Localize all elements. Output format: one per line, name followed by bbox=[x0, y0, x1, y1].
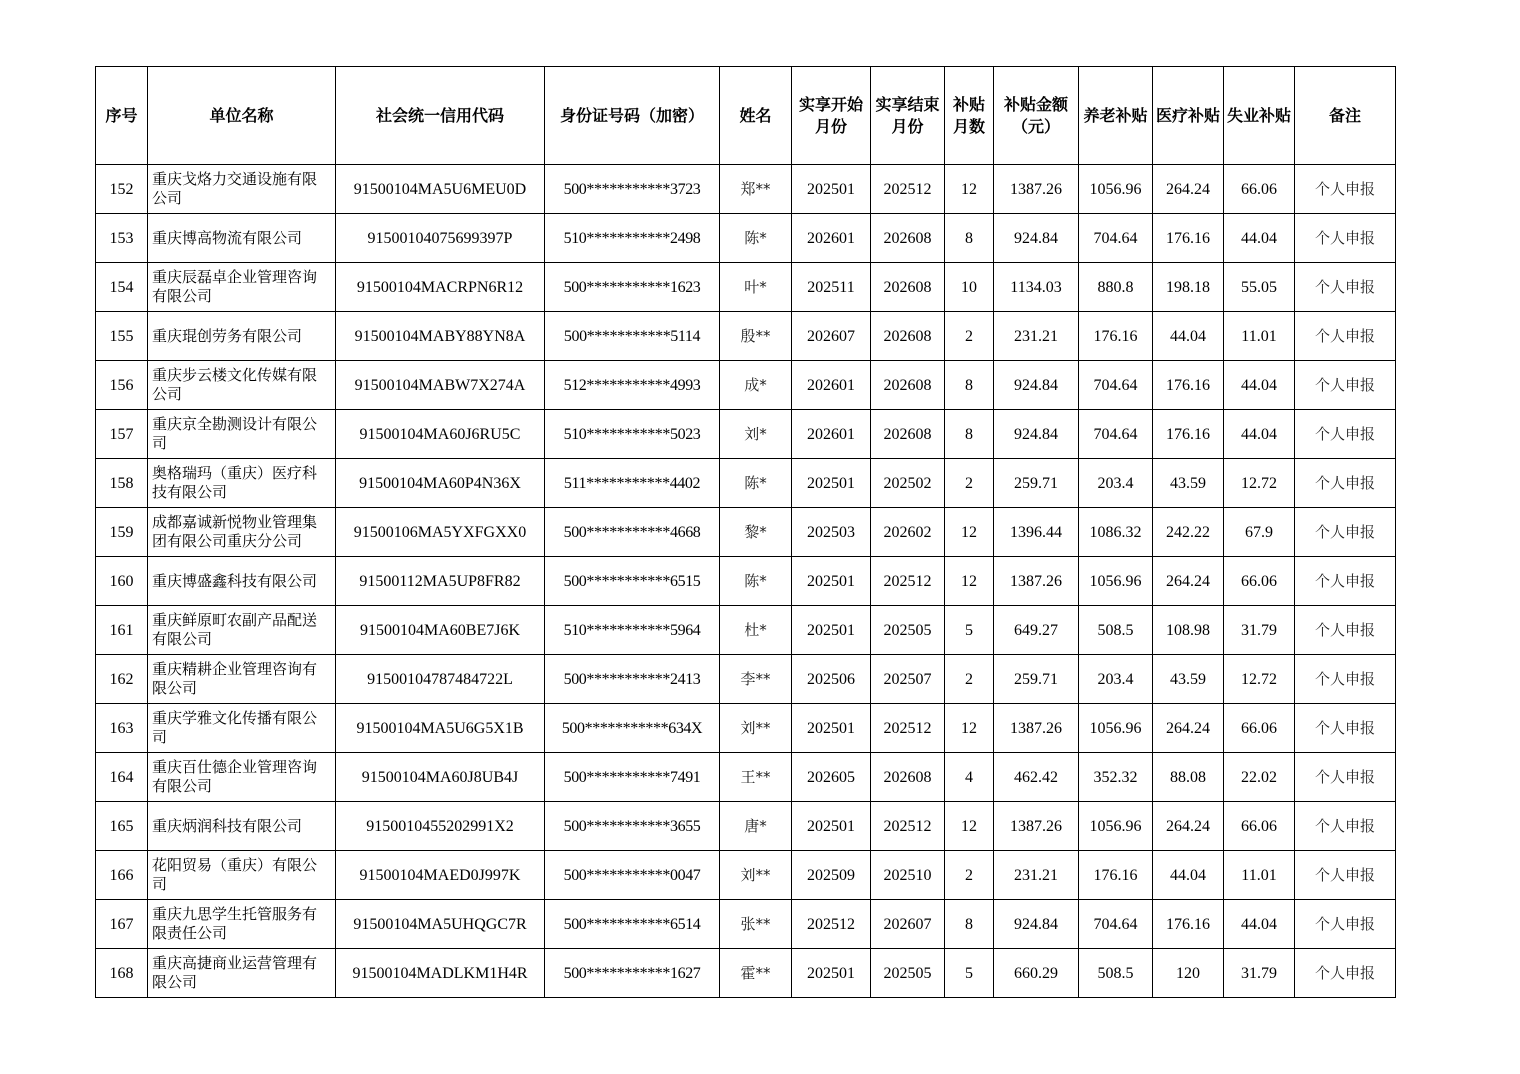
cell-person-name: 刘** bbox=[720, 704, 792, 753]
table-row bbox=[96, 704, 1396, 753]
cell-serial-no: 153 bbox=[96, 214, 148, 263]
cell-credit-code: 91500104MADLKM1H4R bbox=[336, 949, 545, 998]
cell-serial-no: 166 bbox=[96, 851, 148, 900]
cell-person-name: 黎* bbox=[720, 508, 792, 557]
table-row bbox=[96, 165, 1396, 214]
cell-start-month: 202511 bbox=[792, 263, 871, 312]
cell-start-month: 202501 bbox=[792, 949, 871, 998]
cell-unemployment-subsidy: 55.05 bbox=[1224, 263, 1295, 312]
cell-serial-no: 165 bbox=[96, 802, 148, 851]
header-subsidy-amount: 补贴金额（元） bbox=[994, 67, 1079, 165]
cell-id-number: 510***********5023 bbox=[545, 410, 720, 459]
unit-name-text: 奥格瑞玛（重庆）医疗科技有限公司 bbox=[152, 464, 318, 501]
cell-medical-subsidy: 176.16 bbox=[1153, 410, 1224, 459]
cell-pension-subsidy: 508.5 bbox=[1079, 606, 1153, 655]
cell-credit-code: 91500104MA60BE7J6K bbox=[336, 606, 545, 655]
cell-end-month: 202608 bbox=[871, 263, 945, 312]
cell-credit-code: 91500104MABY88YN8A bbox=[336, 312, 545, 361]
cell-end-month: 202608 bbox=[871, 312, 945, 361]
cell-serial-no: 163 bbox=[96, 704, 148, 753]
cell-id-number: 500***********0047 bbox=[545, 851, 720, 900]
cell-subsidy-amount: 924.84 bbox=[994, 410, 1079, 459]
unit-name-text: 重庆步云楼文化传媒有限公司 bbox=[152, 366, 318, 403]
cell-unemployment-subsidy: 44.04 bbox=[1224, 410, 1295, 459]
cell-unemployment-subsidy: 12.72 bbox=[1224, 459, 1295, 508]
cell-medical-subsidy: 264.24 bbox=[1153, 165, 1224, 214]
cell-unemployment-subsidy: 31.79 bbox=[1224, 949, 1295, 998]
cell-pension-subsidy: 176.16 bbox=[1079, 312, 1153, 361]
cell-id-number: 511***********4402 bbox=[545, 459, 720, 508]
cell-serial-no: 159 bbox=[96, 508, 148, 557]
cell-end-month: 202608 bbox=[871, 410, 945, 459]
cell-end-month: 202512 bbox=[871, 802, 945, 851]
cell-pension-subsidy: 203.4 bbox=[1079, 459, 1153, 508]
cell-serial-no: 160 bbox=[96, 557, 148, 606]
cell-id-number: 500***********6515 bbox=[545, 557, 720, 606]
cell-credit-code: 91500104MA60J6RU5C bbox=[336, 410, 545, 459]
cell-unit-name bbox=[148, 557, 336, 606]
cell-subsidy-amount: 660.29 bbox=[994, 949, 1079, 998]
cell-pension-subsidy: 1056.96 bbox=[1079, 704, 1153, 753]
cell-subsidy-months: 2 bbox=[945, 459, 994, 508]
cell-start-month: 202503 bbox=[792, 508, 871, 557]
cell-remarks: 个人申报 bbox=[1295, 655, 1396, 704]
cell-unemployment-subsidy: 44.04 bbox=[1224, 900, 1295, 949]
cell-remarks: 个人申报 bbox=[1295, 704, 1396, 753]
cell-start-month: 202601 bbox=[792, 410, 871, 459]
cell-start-month: 202501 bbox=[792, 459, 871, 508]
cell-person-name: 唐* bbox=[720, 802, 792, 851]
cell-start-month: 202605 bbox=[792, 753, 871, 802]
cell-medical-subsidy: 264.24 bbox=[1153, 557, 1224, 606]
cell-subsidy-amount: 1387.26 bbox=[994, 802, 1079, 851]
cell-pension-subsidy: 352.32 bbox=[1079, 753, 1153, 802]
table-row bbox=[96, 410, 1396, 459]
cell-unemployment-subsidy: 31.79 bbox=[1224, 606, 1295, 655]
cell-pension-subsidy: 704.64 bbox=[1079, 214, 1153, 263]
header-id-number: 身份证号码（加密） bbox=[545, 67, 720, 165]
cell-subsidy-amount: 1387.26 bbox=[994, 165, 1079, 214]
cell-serial-no: 158 bbox=[96, 459, 148, 508]
cell-person-name: 张** bbox=[720, 900, 792, 949]
cell-unit-name bbox=[148, 851, 336, 900]
cell-subsidy-amount: 924.84 bbox=[994, 214, 1079, 263]
cell-start-month: 202501 bbox=[792, 704, 871, 753]
cell-subsidy-amount: 1396.44 bbox=[994, 508, 1079, 557]
cell-unemployment-subsidy: 12.72 bbox=[1224, 655, 1295, 704]
unit-name-text: 重庆辰磊卓企业管理咨询有限公司 bbox=[152, 268, 318, 305]
cell-pension-subsidy: 1056.96 bbox=[1079, 557, 1153, 606]
table-row bbox=[96, 851, 1396, 900]
cell-serial-no: 157 bbox=[96, 410, 148, 459]
cell-unemployment-subsidy: 66.06 bbox=[1224, 802, 1295, 851]
cell-unemployment-subsidy: 67.9 bbox=[1224, 508, 1295, 557]
cell-unemployment-subsidy: 11.01 bbox=[1224, 312, 1295, 361]
cell-medical-subsidy: 264.24 bbox=[1153, 802, 1224, 851]
cell-pension-subsidy: 176.16 bbox=[1079, 851, 1153, 900]
cell-remarks: 个人申报 bbox=[1295, 459, 1396, 508]
unit-name-text: 重庆戈烙力交通设施有限公司 bbox=[152, 170, 318, 207]
cell-end-month: 202502 bbox=[871, 459, 945, 508]
cell-remarks: 个人申报 bbox=[1295, 361, 1396, 410]
table-row bbox=[96, 312, 1396, 361]
cell-unit-name bbox=[148, 165, 336, 214]
cell-pension-subsidy: 1086.32 bbox=[1079, 508, 1153, 557]
cell-id-number: 510***********2498 bbox=[545, 214, 720, 263]
table-row bbox=[96, 459, 1396, 508]
cell-subsidy-months: 12 bbox=[945, 557, 994, 606]
cell-subsidy-amount: 1387.26 bbox=[994, 557, 1079, 606]
cell-medical-subsidy: 242.22 bbox=[1153, 508, 1224, 557]
cell-person-name: 成* bbox=[720, 361, 792, 410]
cell-serial-no: 154 bbox=[96, 263, 148, 312]
cell-end-month: 202505 bbox=[871, 606, 945, 655]
cell-start-month: 202506 bbox=[792, 655, 871, 704]
cell-id-number: 500***********6514 bbox=[545, 900, 720, 949]
cell-id-number: 500***********3655 bbox=[545, 802, 720, 851]
table-row bbox=[96, 214, 1396, 263]
cell-remarks: 个人申报 bbox=[1295, 557, 1396, 606]
header-subsidy-months: 补贴月数 bbox=[945, 67, 994, 165]
cell-medical-subsidy: 44.04 bbox=[1153, 312, 1224, 361]
cell-unit-name bbox=[148, 704, 336, 753]
unit-name-text: 花阳贸易（重庆）有限公司 bbox=[152, 856, 318, 893]
cell-unit-name bbox=[148, 361, 336, 410]
table-row bbox=[96, 508, 1396, 557]
table-body bbox=[96, 165, 1396, 998]
cell-medical-subsidy: 43.59 bbox=[1153, 655, 1224, 704]
cell-subsidy-months: 5 bbox=[945, 606, 994, 655]
cell-pension-subsidy: 1056.96 bbox=[1079, 802, 1153, 851]
cell-unit-name bbox=[148, 802, 336, 851]
table-row bbox=[96, 802, 1396, 851]
cell-start-month: 202501 bbox=[792, 557, 871, 606]
cell-subsidy-amount: 1387.26 bbox=[994, 704, 1079, 753]
cell-unemployment-subsidy: 66.06 bbox=[1224, 704, 1295, 753]
cell-remarks: 个人申报 bbox=[1295, 263, 1396, 312]
cell-end-month: 202602 bbox=[871, 508, 945, 557]
cell-subsidy-amount: 231.21 bbox=[994, 312, 1079, 361]
cell-pension-subsidy: 880.8 bbox=[1079, 263, 1153, 312]
cell-unemployment-subsidy: 22.02 bbox=[1224, 753, 1295, 802]
cell-remarks: 个人申报 bbox=[1295, 508, 1396, 557]
cell-unit-name bbox=[148, 655, 336, 704]
cell-subsidy-amount: 259.71 bbox=[994, 655, 1079, 704]
cell-person-name: 郑** bbox=[720, 165, 792, 214]
cell-subsidy-months: 8 bbox=[945, 900, 994, 949]
cell-serial-no: 152 bbox=[96, 165, 148, 214]
cell-person-name: 叶* bbox=[720, 263, 792, 312]
cell-person-name: 杜* bbox=[720, 606, 792, 655]
cell-id-number: 500***********1627 bbox=[545, 949, 720, 998]
cell-subsidy-months: 12 bbox=[945, 802, 994, 851]
cell-credit-code: 91500104MA5U6MEU0D bbox=[336, 165, 545, 214]
cell-person-name: 殷** bbox=[720, 312, 792, 361]
cell-start-month: 202501 bbox=[792, 165, 871, 214]
cell-person-name: 刘* bbox=[720, 410, 792, 459]
cell-credit-code: 9150010455202991X2 bbox=[336, 802, 545, 851]
header-row bbox=[96, 67, 1396, 165]
cell-credit-code: 91500104075699397P bbox=[336, 214, 545, 263]
cell-medical-subsidy: 176.16 bbox=[1153, 900, 1224, 949]
cell-remarks: 个人申报 bbox=[1295, 851, 1396, 900]
cell-person-name: 陈* bbox=[720, 459, 792, 508]
cell-medical-subsidy: 108.98 bbox=[1153, 606, 1224, 655]
cell-subsidy-months: 8 bbox=[945, 214, 994, 263]
cell-remarks: 个人申报 bbox=[1295, 753, 1396, 802]
cell-credit-code: 91500104MA60P4N36X bbox=[336, 459, 545, 508]
cell-subsidy-amount: 1134.03 bbox=[994, 263, 1079, 312]
cell-id-number: 500***********1623 bbox=[545, 263, 720, 312]
subsidy-table bbox=[95, 66, 1396, 998]
cell-start-month: 202501 bbox=[792, 606, 871, 655]
cell-subsidy-amount: 649.27 bbox=[994, 606, 1079, 655]
cell-end-month: 202512 bbox=[871, 704, 945, 753]
cell-credit-code: 91500104MACRPN6R12 bbox=[336, 263, 545, 312]
cell-medical-subsidy: 44.04 bbox=[1153, 851, 1224, 900]
header-person-name: 姓名 bbox=[720, 67, 792, 165]
cell-unit-name bbox=[148, 753, 336, 802]
cell-unemployment-subsidy: 11.01 bbox=[1224, 851, 1295, 900]
cell-unemployment-subsidy: 44.04 bbox=[1224, 214, 1295, 263]
cell-subsidy-months: 4 bbox=[945, 753, 994, 802]
table-row bbox=[96, 949, 1396, 998]
cell-medical-subsidy: 176.16 bbox=[1153, 214, 1224, 263]
cell-subsidy-months: 8 bbox=[945, 410, 994, 459]
cell-serial-no: 155 bbox=[96, 312, 148, 361]
header-medical-subsidy: 医疗补贴 bbox=[1153, 67, 1224, 165]
cell-end-month: 202510 bbox=[871, 851, 945, 900]
cell-remarks: 个人申报 bbox=[1295, 214, 1396, 263]
cell-id-number: 500***********634X bbox=[545, 704, 720, 753]
cell-pension-subsidy: 704.64 bbox=[1079, 900, 1153, 949]
cell-person-name: 刘** bbox=[720, 851, 792, 900]
cell-credit-code: 91500104MA60J8UB4J bbox=[336, 753, 545, 802]
cell-start-month: 202512 bbox=[792, 900, 871, 949]
cell-unit-name bbox=[148, 312, 336, 361]
table-row bbox=[96, 557, 1396, 606]
cell-unit-name bbox=[148, 900, 336, 949]
header-unit-name: 单位名称 bbox=[148, 67, 336, 165]
cell-serial-no: 162 bbox=[96, 655, 148, 704]
cell-subsidy-amount: 924.84 bbox=[994, 900, 1079, 949]
unit-name-text: 重庆琨创劳务有限公司 bbox=[152, 326, 303, 345]
cell-id-number: 500***********2413 bbox=[545, 655, 720, 704]
header-credit-code: 社会统一信用代码 bbox=[336, 67, 545, 165]
cell-credit-code: 91500112MA5UP8FR82 bbox=[336, 557, 545, 606]
cell-remarks: 个人申报 bbox=[1295, 949, 1396, 998]
cell-pension-subsidy: 203.4 bbox=[1079, 655, 1153, 704]
cell-subsidy-amount: 231.21 bbox=[994, 851, 1079, 900]
cell-id-number: 510***********5964 bbox=[545, 606, 720, 655]
cell-subsidy-months: 8 bbox=[945, 361, 994, 410]
cell-medical-subsidy: 198.18 bbox=[1153, 263, 1224, 312]
cell-start-month: 202601 bbox=[792, 214, 871, 263]
cell-end-month: 202507 bbox=[871, 655, 945, 704]
cell-remarks: 个人申报 bbox=[1295, 606, 1396, 655]
table-row bbox=[96, 263, 1396, 312]
cell-credit-code: 91500106MA5YXFGXX0 bbox=[336, 508, 545, 557]
unit-name-text: 重庆京全勘测设计有限公司 bbox=[152, 415, 318, 452]
cell-remarks: 个人申报 bbox=[1295, 312, 1396, 361]
cell-person-name: 霍** bbox=[720, 949, 792, 998]
cell-subsidy-months: 2 bbox=[945, 312, 994, 361]
cell-start-month: 202509 bbox=[792, 851, 871, 900]
cell-medical-subsidy: 88.08 bbox=[1153, 753, 1224, 802]
cell-subsidy-amount: 259.71 bbox=[994, 459, 1079, 508]
cell-subsidy-months: 12 bbox=[945, 165, 994, 214]
cell-unit-name bbox=[148, 508, 336, 557]
cell-id-number: 500***********3723 bbox=[545, 165, 720, 214]
cell-remarks: 个人申报 bbox=[1295, 900, 1396, 949]
cell-remarks: 个人申报 bbox=[1295, 165, 1396, 214]
cell-serial-no: 156 bbox=[96, 361, 148, 410]
cell-unit-name bbox=[148, 459, 336, 508]
cell-unit-name bbox=[148, 263, 336, 312]
cell-end-month: 202608 bbox=[871, 361, 945, 410]
cell-unit-name bbox=[148, 949, 336, 998]
header-serial-no: 序号 bbox=[96, 67, 148, 165]
cell-id-number: 500***********5114 bbox=[545, 312, 720, 361]
cell-medical-subsidy: 264.24 bbox=[1153, 704, 1224, 753]
unit-name-text: 重庆学雅文化传播有限公司 bbox=[152, 709, 318, 746]
header-pension-subsidy: 养老补贴 bbox=[1079, 67, 1153, 165]
cell-end-month: 202608 bbox=[871, 214, 945, 263]
cell-pension-subsidy: 704.64 bbox=[1079, 410, 1153, 459]
cell-subsidy-months: 2 bbox=[945, 655, 994, 704]
unit-name-text: 重庆精耕企业管理咨询有限公司 bbox=[152, 660, 318, 697]
cell-remarks: 个人申报 bbox=[1295, 410, 1396, 459]
table-row bbox=[96, 900, 1396, 949]
table-row bbox=[96, 361, 1396, 410]
cell-credit-code: 91500104MAED0J997K bbox=[336, 851, 545, 900]
cell-end-month: 202505 bbox=[871, 949, 945, 998]
cell-unemployment-subsidy: 66.06 bbox=[1224, 165, 1295, 214]
table-row bbox=[96, 655, 1396, 704]
cell-id-number: 512***********4993 bbox=[545, 361, 720, 410]
cell-person-name: 李** bbox=[720, 655, 792, 704]
cell-unit-name bbox=[148, 606, 336, 655]
cell-subsidy-amount: 924.84 bbox=[994, 361, 1079, 410]
cell-start-month: 202601 bbox=[792, 361, 871, 410]
cell-person-name: 王** bbox=[720, 753, 792, 802]
cell-pension-subsidy: 508.5 bbox=[1079, 949, 1153, 998]
cell-unit-name bbox=[148, 410, 336, 459]
cell-medical-subsidy: 176.16 bbox=[1153, 361, 1224, 410]
cell-pension-subsidy: 704.64 bbox=[1079, 361, 1153, 410]
unit-name-text: 成都嘉诚新悦物业管理集团有限公司重庆分公司 bbox=[152, 513, 318, 550]
cell-id-number: 500***********4668 bbox=[545, 508, 720, 557]
header-remarks: 备注 bbox=[1295, 67, 1396, 165]
header-start-month: 实享开始月份 bbox=[792, 67, 871, 165]
cell-remarks: 个人申报 bbox=[1295, 802, 1396, 851]
cell-serial-no: 167 bbox=[96, 900, 148, 949]
cell-subsidy-months: 10 bbox=[945, 263, 994, 312]
cell-serial-no: 161 bbox=[96, 606, 148, 655]
header-end-month: 实享结束月份 bbox=[871, 67, 945, 165]
cell-credit-code: 91500104MA5U6G5X1B bbox=[336, 704, 545, 753]
table-row bbox=[96, 753, 1396, 802]
cell-person-name: 陈* bbox=[720, 557, 792, 606]
cell-start-month: 202501 bbox=[792, 802, 871, 851]
cell-credit-code: 91500104787484722L bbox=[336, 655, 545, 704]
cell-subsidy-months: 2 bbox=[945, 851, 994, 900]
cell-end-month: 202607 bbox=[871, 900, 945, 949]
table-row bbox=[96, 606, 1396, 655]
cell-medical-subsidy: 43.59 bbox=[1153, 459, 1224, 508]
cell-unemployment-subsidy: 66.06 bbox=[1224, 557, 1295, 606]
cell-id-number: 500***********7491 bbox=[545, 753, 720, 802]
unit-name-text: 重庆九思学生托管服务有限责任公司 bbox=[152, 905, 318, 942]
cell-credit-code: 91500104MA5UHQGC7R bbox=[336, 900, 545, 949]
cell-end-month: 202512 bbox=[871, 557, 945, 606]
unit-name-text: 重庆高捷商业运营管理有限公司 bbox=[152, 954, 318, 991]
unit-name-text: 重庆鲜原町农副产品配送有限公司 bbox=[152, 611, 318, 648]
cell-unemployment-subsidy: 44.04 bbox=[1224, 361, 1295, 410]
cell-end-month: 202608 bbox=[871, 753, 945, 802]
cell-person-name: 陈* bbox=[720, 214, 792, 263]
cell-credit-code: 91500104MABW7X274A bbox=[336, 361, 545, 410]
unit-name-text: 重庆百仕德企业管理咨询有限公司 bbox=[152, 758, 318, 795]
cell-end-month: 202512 bbox=[871, 165, 945, 214]
unit-name-text: 重庆博盛鑫科技有限公司 bbox=[152, 571, 318, 590]
cell-subsidy-months: 5 bbox=[945, 949, 994, 998]
cell-pension-subsidy: 1056.96 bbox=[1079, 165, 1153, 214]
cell-serial-no: 168 bbox=[96, 949, 148, 998]
unit-name-text: 重庆博高物流有限公司 bbox=[152, 228, 303, 247]
cell-unit-name bbox=[148, 214, 336, 263]
unit-name-text: 重庆炳润科技有限公司 bbox=[152, 816, 303, 835]
cell-medical-subsidy: 120 bbox=[1153, 949, 1224, 998]
cell-subsidy-months: 12 bbox=[945, 508, 994, 557]
cell-serial-no: 164 bbox=[96, 753, 148, 802]
cell-subsidy-months: 12 bbox=[945, 704, 994, 753]
header-unemployment-subsidy: 失业补贴 bbox=[1224, 67, 1295, 165]
cell-start-month: 202607 bbox=[792, 312, 871, 361]
cell-subsidy-amount: 462.42 bbox=[994, 753, 1079, 802]
